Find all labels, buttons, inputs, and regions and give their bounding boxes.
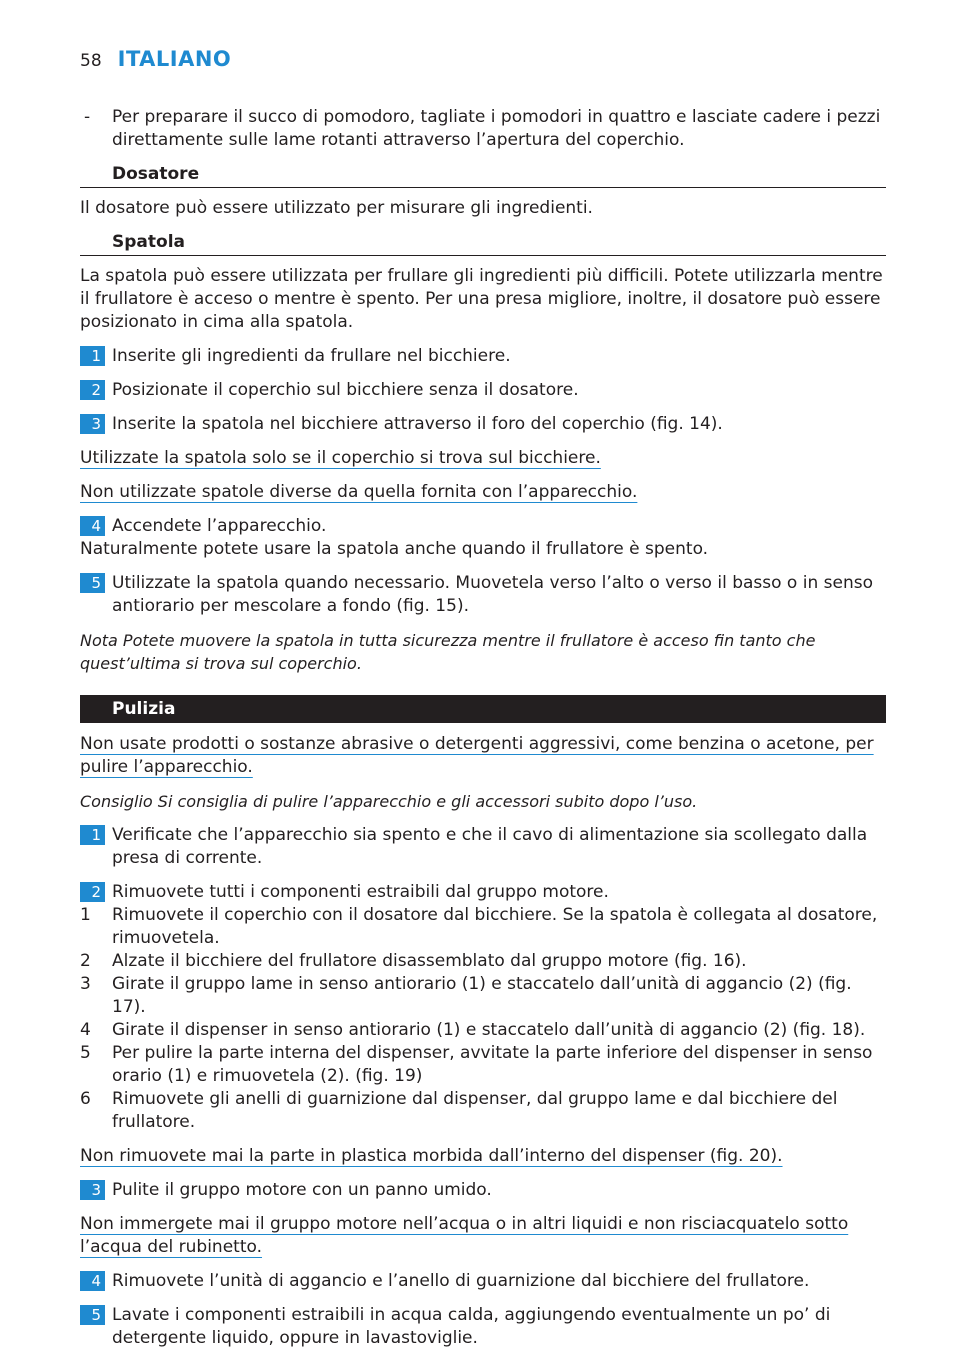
step-number: 2 xyxy=(80,380,105,400)
list-text: Rimuovete il coperchio con il dosatore dal bicchiere. Se la spatola è collegata al dosatore, rimuovetela. xyxy=(112,905,878,948)
step-number: 1 xyxy=(80,346,105,366)
page-number: 58 xyxy=(80,51,102,71)
spatola-step-2 xyxy=(80,379,886,402)
pulizia-warning-3-block xyxy=(80,1213,886,1259)
step-number: 5 xyxy=(80,573,105,593)
spatola-step-3 xyxy=(80,413,886,436)
list-text: Per pulire la parte interna del dispenser, avvitate la parte inferiore del dispenser in senso orario (1) e rimuovetela (2). (fig. 19) xyxy=(112,1043,873,1086)
list-text: Girate il dispenser in senso antiorario (1) e staccatelo dall’unità di aggancio (2) (fig. 18). xyxy=(112,1020,866,1040)
list-number: 5 xyxy=(80,1043,91,1063)
list-item xyxy=(80,1088,886,1134)
list-item xyxy=(80,973,886,1019)
spatola-warning-2-block xyxy=(80,481,886,504)
step-text: Rimuovete tutti i componenti estraibili dal gruppo motore. xyxy=(112,882,609,902)
pulizia-step-3 xyxy=(80,1179,886,1202)
step-number: 3 xyxy=(80,414,105,434)
step-number: 4 xyxy=(80,1271,105,1291)
list-number: 4 xyxy=(80,1020,91,1040)
spatola-heading: Spatola xyxy=(80,231,886,256)
step-number: 4 xyxy=(80,516,105,536)
list-item xyxy=(80,950,886,973)
step-number: 1 xyxy=(80,825,105,845)
step-number: 5 xyxy=(80,1305,105,1325)
list-text: Alzate il bicchiere del frullatore disassemblato dal gruppo motore (fig. 16). xyxy=(112,951,747,971)
spatola-step-4 xyxy=(80,515,886,538)
step-text: Accendete l’apparecchio. xyxy=(112,516,327,536)
intro-text: Per preparare il succo di pomodoro, tagliate i pomodori in quattro e lasciate cadere i pezzi direttamente sulle lame rotanti attraverso l’apertura del coperchio. xyxy=(112,107,881,150)
list-item xyxy=(80,1019,886,1042)
list-number: 2 xyxy=(80,951,91,971)
step-text: Inserite la spatola nel bicchiere attraverso il foro del coperchio (fig. 14). xyxy=(112,414,723,434)
step-text: Verificate che l’apparecchio sia spento e che il cavo di alimentazione sia scollegato dalla presa di corrente. xyxy=(112,825,868,868)
list-number: 3 xyxy=(80,974,91,994)
list-number: 6 xyxy=(80,1089,91,1109)
step-text: Rimuovete l’unità di aggancio e l’anello di guarnizione dal bicchiere del frullatore. xyxy=(112,1271,810,1291)
spatola-warning-1-block xyxy=(80,447,886,470)
pulizia-warning-1-block xyxy=(80,733,886,779)
pulizia-warning-2: Non rimuovete mai la parte in plastica morbida dall’interno del dispenser (fig. 20). xyxy=(80,1146,783,1166)
pulizia-sub-list xyxy=(80,904,886,1134)
spatola-warning-1: Utilizzate la spatola solo se il coperchio si trova sul bicchiere. xyxy=(80,448,601,468)
spatola-step-4-sub: Naturalmente potete usare la spatola anche quando il frullatore è spento. xyxy=(80,539,709,559)
pulizia-step-5 xyxy=(80,1304,886,1350)
list-text: Girate il gruppo lame in senso antiorario (1) e staccatelo dall’unità di aggancio (2) (fig. 17). xyxy=(112,974,852,1017)
spatola-note: Nota Potete muovere la spatola in tutta sicurezza mentre il frullatore è acceso fin tanto che quest’ultima si trova sul coperchio. xyxy=(80,631,816,673)
page-content xyxy=(80,106,886,1354)
spatola-step-1 xyxy=(80,345,886,368)
step-text: Inserite gli ingredienti da frullare nel bicchiere. xyxy=(112,346,511,366)
language-title: ITALIANO xyxy=(117,47,232,71)
pulizia-warning-1: Non usate prodotti o sostanze abrasive o detergenti aggressivi, come benzina o acetone, per pulire l’apparecchio. xyxy=(80,734,874,777)
step-text: Posizionate il coperchio sul bicchiere senza il dosatore. xyxy=(112,380,579,400)
pulizia-tip: Consiglio Si consiglia di pulire l’apparecchio e gli accessori subito dopo l’uso. xyxy=(80,792,698,811)
page-header xyxy=(80,48,231,73)
list-text: Rimuovete gli anelli di guarnizione dal dispenser, dal gruppo lame e dal bicchiere del frullatore. xyxy=(112,1089,838,1132)
step-number: 3 xyxy=(80,1180,105,1200)
pulizia-heading: Pulizia xyxy=(80,695,886,723)
list-number: 1 xyxy=(80,905,91,925)
step-text: Lavate i componenti estraibili in acqua calda, aggiungendo eventualmente un po’ di detergente liquido, oppure in lavastoviglie. xyxy=(112,1305,831,1348)
spatola-warning-2: Non utilizzate spatole diverse da quella fornita con l’apparecchio. xyxy=(80,482,638,502)
spatola-step-5 xyxy=(80,572,886,618)
dosatore-heading: Dosatore xyxy=(80,163,886,188)
step-number: 2 xyxy=(80,882,105,902)
intro-item xyxy=(80,106,886,152)
pulizia-step-4 xyxy=(80,1270,886,1293)
dosatore-text: Il dosatore può essere utilizzato per misurare gli ingredienti. xyxy=(80,198,593,218)
list-item xyxy=(80,1042,886,1088)
pulizia-step-1 xyxy=(80,824,886,870)
spatola-text: La spatola può essere utilizzata per frullare gli ingredienti più difficili. Potete utilizzarla mentre il frullatore è acceso o mentre è spento. Per una presa migliore, inoltre, il dosatore può essere posizionato in cima alla spatola. xyxy=(80,266,883,332)
step-text: Utilizzate la spatola quando necessario. Muovetela verso l’alto o verso il basso o in senso antiorario per mescolare a fondo (fig. 15). xyxy=(112,573,873,616)
pulizia-warning-2-block xyxy=(80,1145,886,1168)
dash-marker: - xyxy=(84,107,91,127)
step-text: Pulite il gruppo motore con un panno umido. xyxy=(112,1180,492,1200)
list-item xyxy=(80,904,886,950)
pulizia-warning-3: Non immergete mai il gruppo motore nell’acqua o in altri liquidi e non risciacquatelo sotto l’acqua del rubinetto. xyxy=(80,1214,849,1257)
pulizia-step-2 xyxy=(80,881,886,904)
